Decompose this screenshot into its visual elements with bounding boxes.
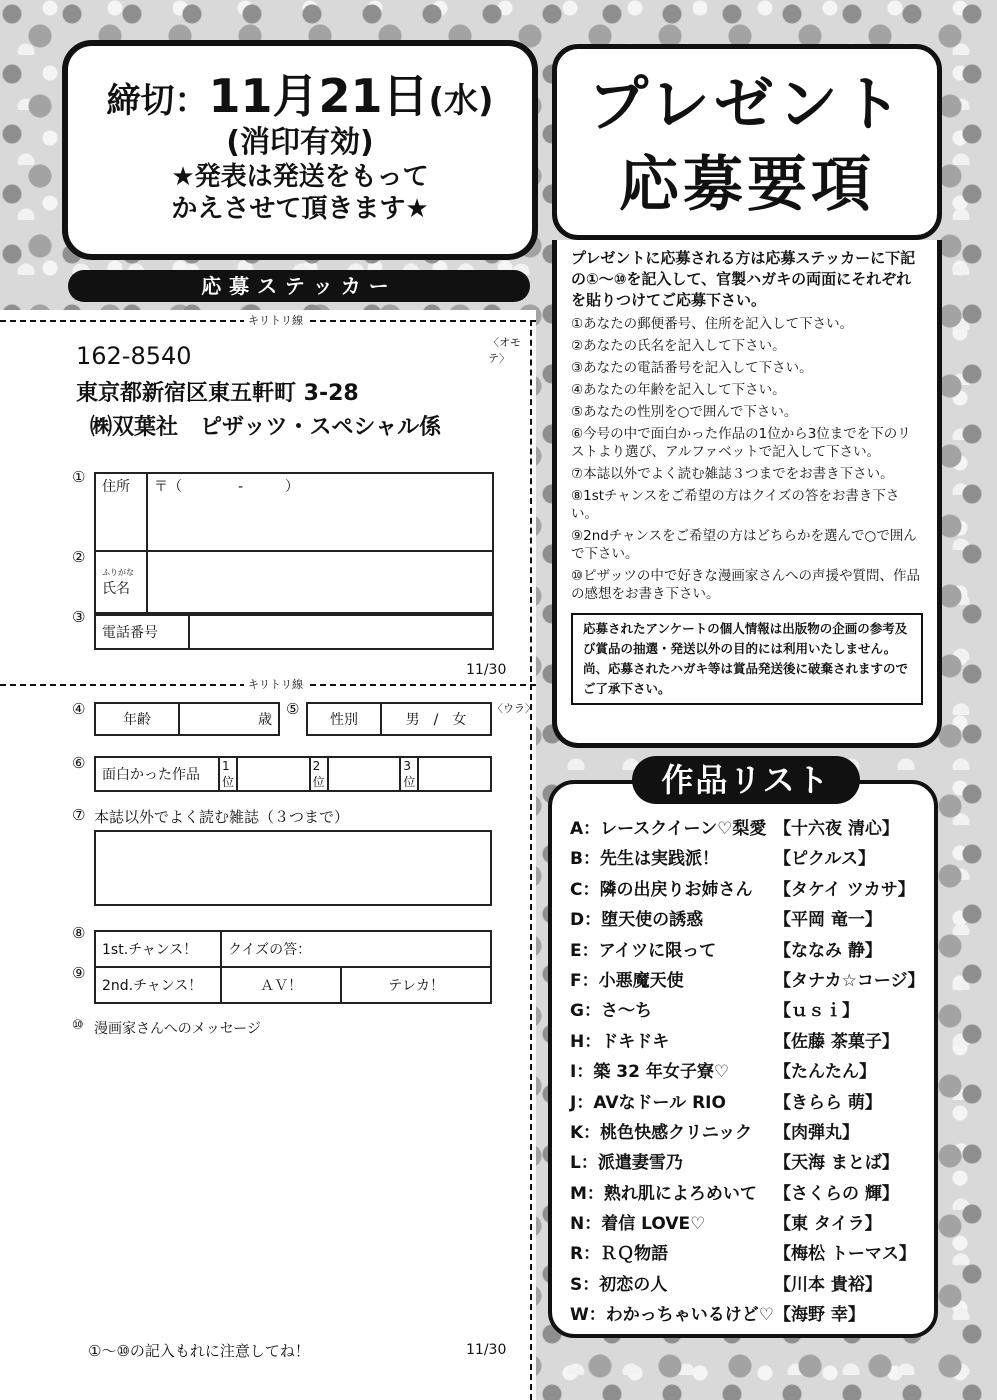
deadline-note-1: ★発表は発送をもって (171, 162, 429, 192)
present-header (552, 44, 942, 240)
deadline-line (68, 69, 532, 123)
work-author: 【きらら 萌】 (774, 1092, 882, 1113)
work-title: I：築 32 年女子寮♡ (570, 1062, 730, 1083)
works-label: 面白かった作品 (95, 757, 219, 791)
rank-3-label: 3位 (400, 757, 418, 791)
name-field[interactable] (147, 551, 493, 613)
list-item (552, 1179, 934, 1209)
list-item (552, 1057, 934, 1087)
deadline-postmark: (消印有効) (226, 125, 374, 160)
work-title: D：堕天使の誘惑 (570, 910, 704, 931)
present-title: プレゼント (588, 70, 906, 140)
postal-code: 162-8540 (76, 342, 192, 370)
work-title: L：派遣妻雪乃 (570, 1153, 683, 1174)
date-code-front: 11/30 (466, 662, 507, 678)
list-item (552, 875, 934, 905)
works-list-title: 作品リスト (632, 756, 860, 804)
entry-form (0, 310, 536, 1400)
work-author: 【東 タイラ】 (774, 1214, 882, 1235)
age-field[interactable] (179, 703, 279, 735)
address-label: 住所 (95, 473, 147, 551)
sex-options[interactable]: 男 / 女 (381, 703, 491, 735)
magazines-table (94, 830, 492, 906)
list-item (552, 1088, 934, 1118)
work-title: S：初恋の人 (570, 1274, 668, 1295)
postal-mark: 〒（ - ） (154, 479, 300, 495)
rank-1-label: 1位 (219, 757, 237, 791)
rank-1-field[interactable] (237, 757, 310, 791)
phone-field[interactable] (189, 615, 493, 649)
rule-item: ⑤あなたの性別を○で囲んで下さい。 (571, 404, 798, 420)
cut-line-side-top (530, 320, 532, 682)
second-chance-label: 2nd.チャンス！ (95, 967, 221, 1003)
work-title: K：桃色快感クリニック (570, 1122, 753, 1143)
quiz-answer-field[interactable] (221, 931, 491, 967)
rank-2-field[interactable] (328, 757, 401, 791)
rule-item: ①あなたの郵便番号、住所を記入して下さい。 (571, 316, 854, 332)
list-item (552, 814, 934, 844)
phone-table (94, 614, 494, 650)
rule-item: ⑨2ndチャンスをご希望の方はどちらかを選んで○で囲んで下さい。 (571, 528, 917, 562)
name-label: 氏名 (102, 580, 130, 597)
item-number-9: ⑨ (72, 964, 86, 982)
privacy-notice: 応募されたアンケートの個人情報は出版物の企画の参考及び賞品の抽選・発送以外の目的には利用いたしません。尚、応募されたハガキ等は賞品発送後に破棄されますのでご了承下さい。 (571, 613, 923, 705)
work-author: 【天海 まとば】 (774, 1153, 899, 1174)
age-unit: 歳 (258, 712, 272, 728)
front-form-table (94, 472, 494, 614)
list-item (552, 1270, 934, 1300)
chance-table (94, 930, 492, 1004)
work-title: M：熟れ肌によろめいて (570, 1183, 757, 1204)
work-author: 【ｕｓｉ】 (774, 1001, 859, 1022)
rule-item: ③あなたの電話番号を記入して下さい。 (571, 360, 813, 376)
rank-3-field[interactable] (418, 757, 491, 791)
message-area[interactable] (94, 1042, 492, 1332)
furigana-label: ふりがな (102, 567, 134, 577)
list-item (552, 1300, 934, 1330)
rank-2-label: 2位 (310, 757, 328, 791)
message-label: 漫画家さんへのメッセージ (94, 1021, 261, 1037)
rule-item: ④あなたの年齢を記入して下さい。 (571, 382, 786, 398)
list-item (552, 996, 934, 1026)
front-label: 〈オモテ〉 (488, 336, 521, 365)
item-number-10: ⑩ (72, 1018, 84, 1033)
work-title: B：先生は実践派！ (570, 849, 719, 870)
back-label: 〈ウラ〉 (492, 702, 536, 715)
work-author: 【佐藤 茶菓子】 (774, 1031, 899, 1052)
works-rank-table (94, 756, 492, 792)
work-title: J：AVなドール RIO (570, 1092, 726, 1113)
application-title: 応募要項 (619, 150, 875, 220)
work-author: 【ななみ 静】 (774, 940, 882, 961)
item-number-3: ③ (72, 608, 86, 626)
item-number-7: ⑦ (72, 806, 86, 824)
rule-item: ⑦本誌以外でよく読む雑誌３つまでをお書き下さい。 (571, 466, 894, 482)
address-field[interactable] (147, 473, 493, 551)
rule-item: ⑩ピザッツの中で好きな漫画家さんへの声援や質問、作品の感想をお書き下さい。 (571, 568, 921, 602)
magazines-field[interactable] (95, 831, 491, 905)
deadline-note-2: かえさせて頂きます★ (171, 194, 429, 224)
sticker-title: 応募ステッカー (68, 270, 530, 302)
magazines-label: 本誌以外でよく読む雑誌（３つまで） (94, 808, 350, 826)
work-title: E：アイツに限って (570, 940, 717, 961)
deadline-box (62, 40, 538, 260)
sex-table (306, 702, 492, 736)
phone-label: 電話番号 (95, 615, 189, 649)
list-item (552, 905, 934, 935)
works-list (548, 780, 938, 1338)
work-author: 【さくらの 輝】 (774, 1183, 899, 1204)
list-item (552, 966, 934, 996)
sex-label: 性別 (307, 703, 381, 735)
work-author: 【ピクルス】 (774, 849, 875, 870)
rule-item: ⑧1stチャンスをご希望の方はクイズの答をお書き下さい。 (571, 488, 900, 522)
work-author: 【タケイ ツカサ】 (774, 879, 915, 900)
av-option[interactable]: ＡＶ！ (221, 967, 341, 1003)
work-author: 【肉弾丸】 (774, 1122, 859, 1143)
rule-item: ⑥今号の中で面白かった作品の1位から3位までを下のリストより選び、アルファベットで記入して下さい。 (571, 426, 911, 460)
list-item (552, 1209, 934, 1239)
date-code-back: 11/30 (466, 1342, 507, 1358)
list-item (552, 1118, 934, 1148)
item-number-2: ② (72, 548, 86, 566)
work-title: G：さ～ち (570, 1001, 652, 1022)
list-item (552, 1148, 934, 1178)
rules-box (552, 240, 942, 748)
cut-line-side-bottom (530, 684, 532, 1400)
age-label: 年齢 (95, 703, 179, 735)
telca-option[interactable]: テレカ！ (341, 967, 491, 1003)
item-number-5: ⑤ (286, 700, 300, 718)
first-chance-label: 1st.チャンス！ (95, 931, 221, 967)
name-label-cell (95, 551, 147, 613)
address-line-2: ㈱双葉社 ピザッツ・スペシャル係 (90, 415, 442, 440)
cut-label-top: キリトリ線 (244, 312, 307, 328)
work-author: 【タナカ☆コージ】 (774, 970, 925, 991)
work-author: 【梅松 トーマス】 (774, 1244, 916, 1265)
rule-item: ②あなたの氏名を記入して下さい。 (571, 338, 786, 354)
list-item (552, 936, 934, 966)
item-number-8: ⑧ (72, 924, 86, 942)
address-line-1: 東京都新宿区東五軒町 3-28 (76, 381, 359, 406)
list-item (552, 1027, 934, 1057)
quiz-answer-label: クイズの答： (228, 942, 312, 958)
footer-note: ①～⑩の記入もれに注意してね！ (88, 1342, 310, 1360)
work-title: N：着信 LOVE♡ (570, 1214, 706, 1235)
age-table (94, 702, 280, 736)
work-author: 【たんたん】 (774, 1062, 876, 1083)
deadline-weekday: (水) (428, 81, 494, 121)
work-author: 【平岡 竜一】 (774, 910, 882, 931)
work-title: C：隣の出戻りお姉さん (570, 879, 753, 900)
deadline-date: 11月21日 (208, 69, 429, 123)
list-item (552, 844, 934, 874)
rules-intro: プレゼントに応募される方は応募ステッカーに下記の①～⑩を記入して、官製ハガキの両面にそれぞれを貼りつけてご応募下さい。 (571, 249, 916, 309)
work-title: R：ＲＱ物語 (570, 1244, 669, 1265)
work-title: H：ドキドキ (570, 1031, 670, 1052)
work-title: F：小悪魔天使 (570, 970, 684, 991)
deadline-label: 締切： (106, 81, 209, 121)
cut-label-middle: キリトリ線 (244, 676, 307, 692)
list-item (552, 1239, 934, 1269)
item-number-6: ⑥ (72, 754, 86, 772)
work-author: 【海野 幸】 (774, 1305, 865, 1326)
item-number-4: ④ (72, 700, 86, 718)
work-title: W：わかっちゃいるけど♡ (570, 1305, 774, 1326)
item-number-1: ① (72, 468, 86, 486)
work-author: 【川本 貴裕】 (774, 1274, 882, 1295)
work-author: 【十六夜 清心】 (774, 819, 899, 839)
work-title: A：レースクイーン♡梨愛 (570, 819, 767, 839)
